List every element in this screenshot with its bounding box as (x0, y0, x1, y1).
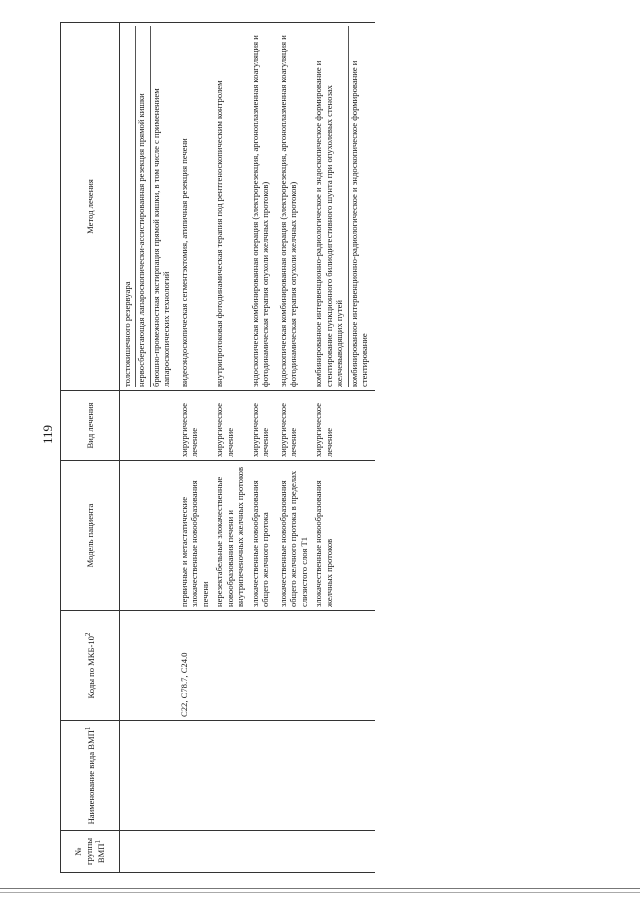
cell-codes (120, 611, 177, 721)
cell-name (177, 721, 212, 831)
cell-model: злокачественные новообразования желчных протоков (311, 461, 374, 611)
bottom-rule (0, 888, 640, 889)
cell-group (177, 831, 212, 873)
method-item: видеоэндоскопическая сегментэктомия, атипичная резекция печени (178, 138, 189, 387)
table-row (177, 23, 212, 873)
cell-model: злокачественные новообразования общего желчного протока в пределах слизистого слоя T1 (276, 461, 311, 611)
method-item: комбинированное интервенционно-радиологическое и эндоскопическое формирование и стентирование (348, 26, 370, 387)
cell-model: нерезектабельные злокачественные новообразования печени и внутрипеченочных желчных протоков (212, 461, 247, 611)
cell-method (248, 23, 276, 391)
cell-type: хирургическое лечение (177, 391, 212, 461)
cell-type (120, 391, 177, 461)
cell-codes (212, 611, 247, 721)
cell-name (311, 721, 374, 831)
method-item: комбинированное интервенционно-радиологическое и эндоскопическое формирование и стентирование пункционного билиодигестивного шунта при опухолевых стенозах желчевыводящих путей (313, 60, 345, 387)
cell-group (212, 831, 247, 873)
cell-type: хирургическое лечение (248, 391, 276, 461)
table-header-row (61, 23, 120, 873)
method-item: внутрипротоковая фотодинамическая терапия под рентгеноскопическим контролем (214, 80, 225, 387)
method-item: эндоскопическая комбинированная операция (электрорезекция, аргоноплазменная коагуляция и фотодинамическая терапия опухоли желчных протоков) (249, 35, 271, 387)
cell-name (212, 721, 247, 831)
table-row (248, 23, 276, 873)
rotated-page (60, 23, 600, 873)
cell-type: хирургическое лечение (276, 391, 311, 461)
table-row (311, 23, 374, 873)
table-row (120, 23, 177, 873)
cell-type: хирургическое лечение (212, 391, 247, 461)
cell-group (120, 831, 177, 873)
method-item: брюшно-промежностная экстирпация прямой кишки, в том числе с применением лапароскопических технологий (150, 26, 172, 387)
cell-model: первичные и метастатические злокачественные новообразования печени (177, 461, 212, 611)
header-codes: Коды по МКБ-$10^2$ (61, 611, 120, 721)
header-method: Метод лечения (61, 23, 120, 391)
cell-method (120, 23, 177, 391)
cell-method (276, 23, 311, 391)
cell-model: злокачественные новообразования общего желчного протока (248, 461, 276, 611)
cell-method (177, 23, 212, 391)
header-name: Наименование вида ВМП$^1$ (61, 721, 120, 831)
table-row (212, 23, 247, 873)
method-item: эндоскопическая комбинированная операция (электрорезекция, аргоноплазменная коагуляция и фотодинамическая терапия опухоли желчных протоков) (277, 35, 299, 387)
header-group: № группы ВМП$^1$ (61, 831, 120, 873)
cell-codes: C22, C78.7, C24.0 (177, 611, 212, 721)
table-row (276, 23, 311, 873)
cell-model (120, 461, 177, 611)
cell-group (311, 831, 374, 873)
cell-codes (276, 611, 311, 721)
header-type: Вид лечения (61, 391, 120, 461)
cell-name (120, 721, 177, 831)
vmp-table (60, 22, 375, 873)
method-item: нервосберегающая лапароскопически-ассистированная резекция прямой кишки (135, 26, 146, 387)
cell-method (311, 23, 374, 391)
cell-group (248, 831, 276, 873)
method-item: толстокишечного резервуара (122, 281, 132, 387)
cell-codes (311, 611, 374, 721)
cell-group (276, 831, 311, 873)
bottom-rule-2 (0, 892, 640, 893)
cell-name (276, 721, 311, 831)
header-model: Модель пациента (61, 461, 120, 611)
cell-name (248, 721, 276, 831)
page-number: 119 (40, 424, 55, 444)
cell-method (212, 23, 247, 391)
cell-codes (248, 611, 276, 721)
cell-type: хирургическое лечение (311, 391, 374, 461)
